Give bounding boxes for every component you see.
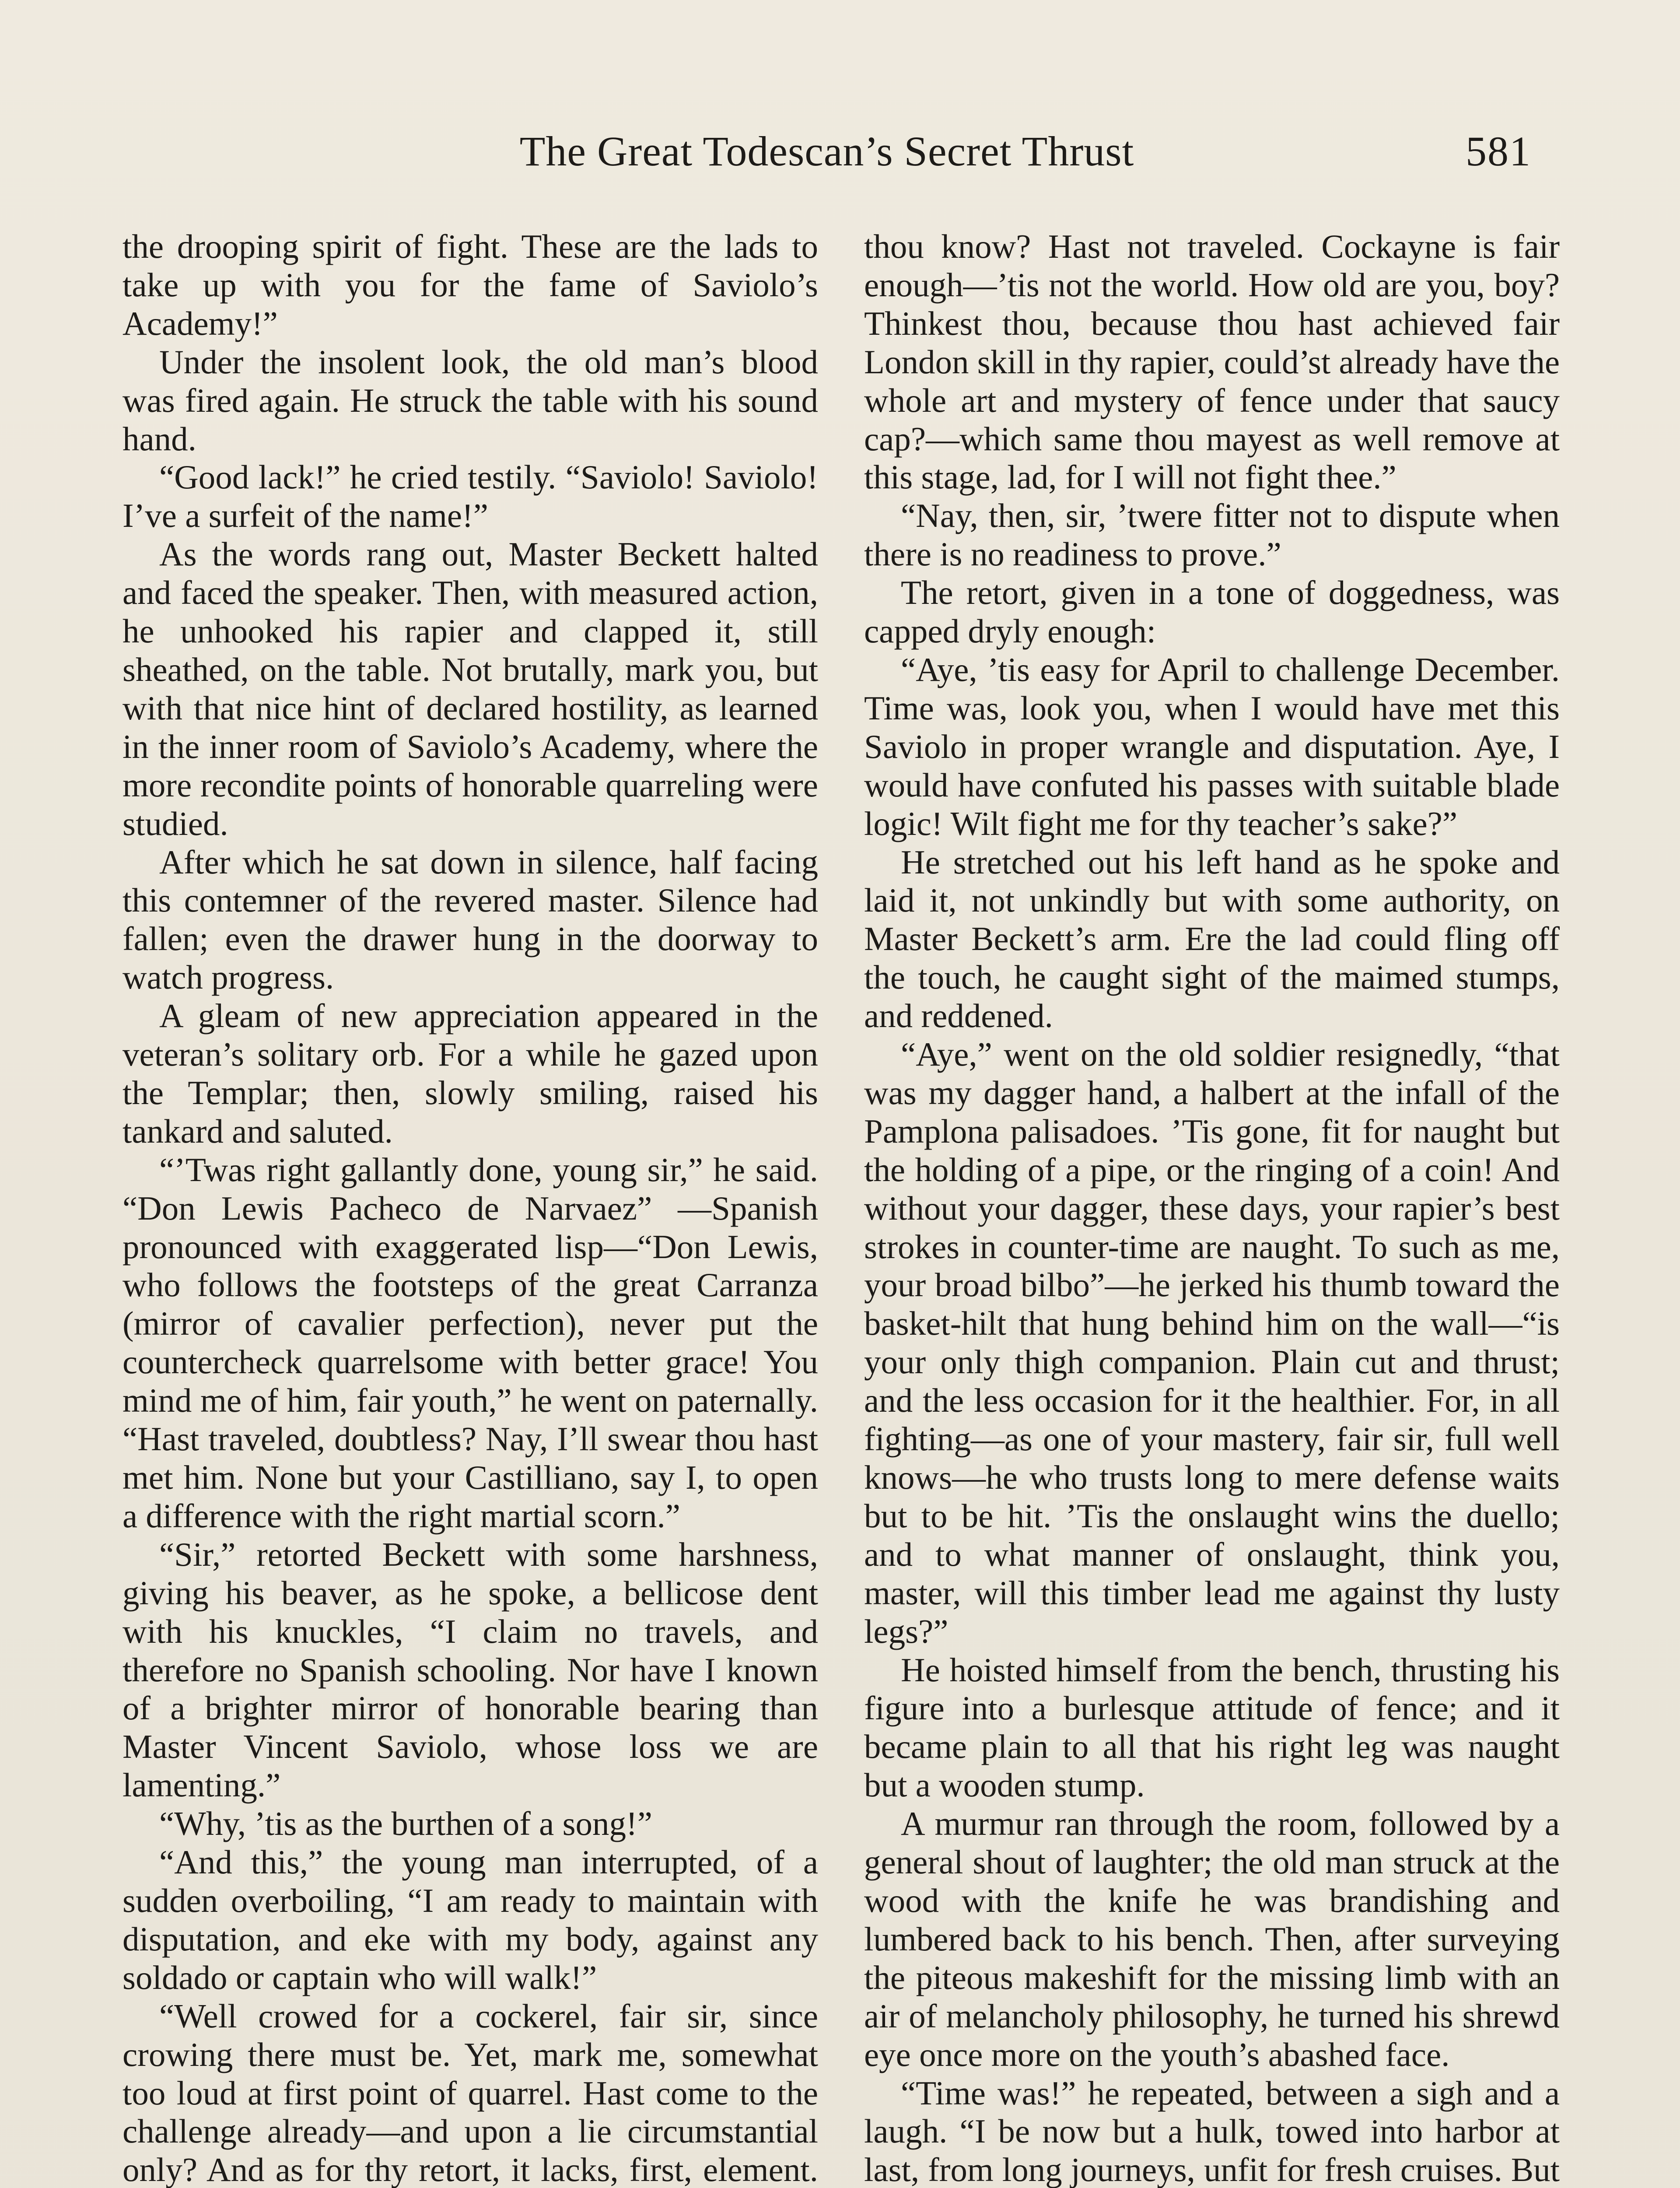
left-paragraph: “Good lack!” he cried testily. “Saviolo! Saviolo! I’ve a surfeit of the name!”: [122, 458, 818, 535]
left-paragraph: “Why, ’tis as the burthen of a song!”: [159, 1805, 652, 1843]
right-paragraph: “Nay, then, sir, ’twere fitter not to dispute when there is no readiness to prove.”: [864, 497, 1560, 573]
right-paragraph: He hoisted himself from the bench, thrusting his figure into a burlesque attitude of fence; and it became plain to all that his right leg was naught but a wooden stump.: [864, 1651, 1560, 1804]
running-title: The Great Todescan’s Secret Thrust: [519, 128, 1134, 175]
right-paragraph: “Aye,” went on the old soldier resignedly, “that was my dagger hand, a halbert at the infall of the Pamplona palisadoes. ’Tis gone, fit for naught but the holding of a pipe, or the ringing of a coin! And without your dagger, these days, your rapier’s best strokes in counter-time are naught. To such as me, your broad bilbo”—he jerked his thumb toward the basket-hilt that hung behind him on the wall—“is your only thigh companion. Plain cut and thrust; and the less occasion for it the healthier. For, in all fighting—as one of your mastery, fair sir, full well knows—he who trusts long to mere defense waits but to be hit. ’Tis the onslaught wins the duello; and to what manner of onslaught, think you, master, will this timber lead me against thy lusty legs?”: [864, 1035, 1560, 1650]
right-paragraph: He stretched out his left hand as he spoke and laid it, not unkindly but with some authority, on Master Beckett’s arm. Ere the lad could fling off the touch, he caught sight of the maimed stumps, and reddened.: [864, 843, 1560, 1035]
left-text-column: [122, 228, 818, 2188]
page-number: 581: [1466, 128, 1531, 175]
left-paragraph: A gleam of new appreciation appeared in the veteran’s solitary orb. For a while he gazed upon the Templar; then, slowly smiling, raised his tankard and saluted.: [122, 997, 818, 1150]
right-paragraph: A murmur ran through the room, followed by a general shout of laughter; the old man struck at the wood with the knife he was brandishing and lumbered back to his bench. Then, after surveying the piteous makeshift for the missing limb with an air of melancholy philosophy, he turned his shrewd eye once more on the youth’s abashed face.: [864, 1805, 1560, 2073]
right-text-column: [864, 228, 1560, 2188]
left-paragraph: the drooping spirit of fight. These are the lads to take up with you for the fame of Saviolo’s Academy!”: [122, 228, 818, 342]
right-paragraph: thou know? Hast not traveled. Cockayne is fair enough—’tis not the world. How old are you, boy? Thinkest thou, because thou hast achieved fair London skill in thy rapier, could’st already have the whole art and mystery of fence under that saucy cap?—which same thou mayest as well remove at this stage, lad, for I will not fight thee.”: [864, 228, 1560, 496]
left-paragraph: “Well crowed for a cockerel, fair sir, since crowing there must be. Yet, mark me, somewhat too loud at first point of quarrel. Hast come to the challenge already—and upon a lie circumstantial only? And as for thy retort, it lacks, first, element.: [122, 1997, 818, 2188]
running-head: [122, 127, 1531, 193]
left-paragraph: “And this,” the young man interrupted, of a sudden overboiling, “I am ready to maintain with disputation, and eke with my body, against any soldado or captain who will walk!”: [122, 1843, 818, 1996]
left-paragraph: “’Twas right gallantly done, young sir,” he said. “Don Lewis Pacheco de Narvaez” —Spanish pronounced with exaggerated lisp—“Don Lewis, who follows the footsteps of the great Carranza (mirror of cavalier perfection), never put the countercheck quarrelsome with better grace! You mind me of him, fair youth,” he went on paternally. “Hast traveled, doubtless? Nay, I’ll swear thou hast met him. None but your Castilliano, say I, to open a difference with the right martial scorn.”: [122, 1150, 818, 1535]
right-paragraph: “Time was!” he repeated, between a sigh and a laugh. “I be now but a hulk, towed into harbor at last, from long journeys, unfit for fresh cruises. But: [864, 2074, 1560, 2188]
left-paragraph: “Sir,” retorted Beckett with some harshness, giving his beaver, as he spoke, a bellicose dent with his knuckles, “I claim no travels, and therefore no Spanish schooling. Nor have I known of a brighter mirror of honorable bearing than Master Vincent Saviolo, whose loss we are lamenting.”: [122, 1535, 818, 1804]
right-paragraph: The retort, given in a tone of doggedness, was capped dryly enough:: [864, 574, 1560, 650]
right-paragraph: “Aye, ’tis easy for April to challenge December. Time was, look you, when I would have met this Saviolo in proper wrangle and disputation. Aye, I would have confuted his passes with suitable blade logic! Wilt fight me for thy teacher’s sake?”: [864, 650, 1560, 842]
left-paragraph: Under the insolent look, the old man’s blood was fired again. He struck the table with his sound hand.: [122, 343, 818, 458]
left-paragraph: As the words rang out, Master Beckett halted and faced the speaker. Then, with measured action, he unhooked his rapier and clapped it, still sheathed, on the table. Not brutally, mark you, but with that nice hint of declared hostility, as learned in the inner room of Saviolo’s Academy, where the more recondite points of honorable quarreling were studied.: [122, 535, 818, 842]
left-paragraph: After which he sat down in silence, half facing this contemner of the revered master. Silence had fallen; even the drawer hung in the doorway to watch progress.: [122, 843, 818, 996]
